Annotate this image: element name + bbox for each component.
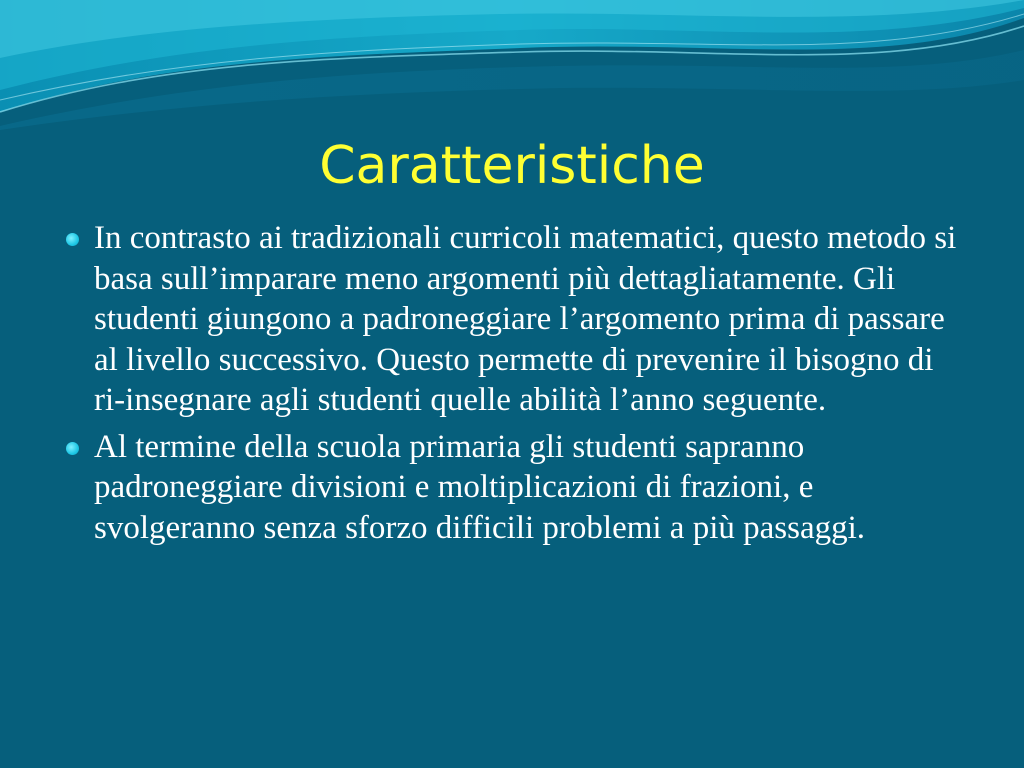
slide-title: Caratteristiche: [319, 136, 705, 196]
bullet-list: [64, 218, 964, 554]
dot-bullet-icon: [66, 442, 79, 455]
bullet-text-1: In contrasto ai tradizionali curricoli matematici, questo metodo si basa sull’imparare meno argomenti più dettagliatamente. Gli studenti giungono a padroneggiare l’argomento prima di passare al livello successivo. Questo permette di prevenire il bisogno di ri-insegnare agli studenti quelle abilità l’anno seguente.: [94, 220, 957, 418]
bullet-item-1: [64, 218, 964, 421]
dot-bullet-icon: [66, 233, 79, 246]
bullet-text-2: Al termine della scuola primaria gli studenti sapranno padroneggiare divisioni e moltiplicazioni di frazioni, e svolgeranno senza sforzo difficili problemi a più passaggi.: [94, 428, 866, 546]
bullet-item-2: [64, 427, 964, 549]
wave-header-decoration: [0, 0, 1024, 130]
